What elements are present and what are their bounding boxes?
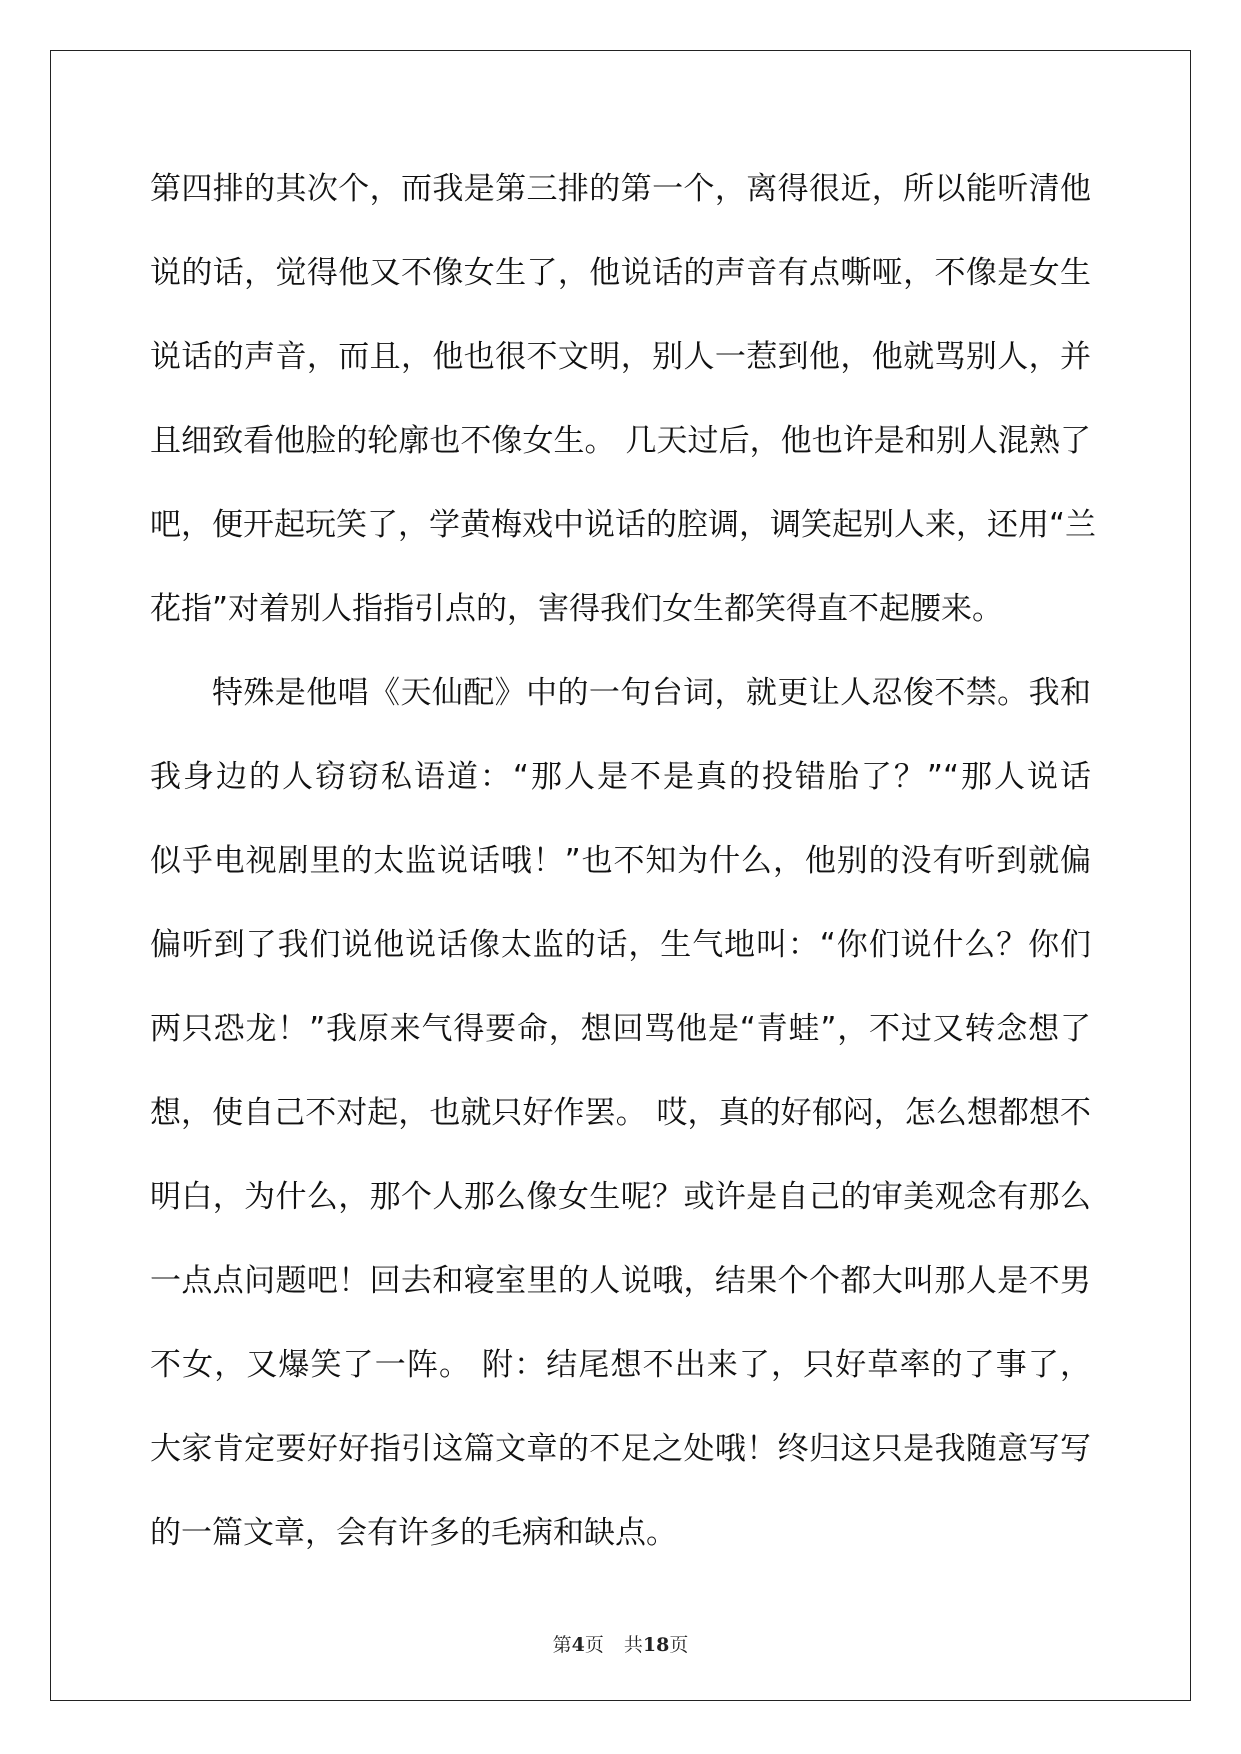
body-line-12: 想，使自己不对起，也就只好作罢。 哎，真的好郁闷，怎么想都想不 [150,1095,1091,1131]
page-prefix: 第 [552,1634,572,1656]
total-prefix: 共 [623,1634,643,1656]
body-line-10: 偏听到了我们说他说话像太监的话，生气地叫：“你们说什么？你们 [150,927,1091,963]
page-suffix: 页 [584,1634,604,1656]
body-line-5: 吧，便开起玩笑了，学黄梅戏中说话的腔调，调笑起别人来，还用“兰 [150,507,1097,543]
body-line-9: 似乎电视剧里的太监说话哦！”也不知为什么，他别的没有听到就偏 [150,843,1091,879]
page-footer [0,1630,1241,1657]
total-suffix: 页 [669,1634,689,1656]
body-line-11: 两只恐龙！”我原来气得要命，想回骂他是“青蛙”，不过又转念想了 [150,1011,1091,1047]
body-line-4: 且细致看他脸的轮廓也不像女生。 几天过后，他也许是和别人混熟了 [150,423,1091,459]
body-line-16: 大家肯定要好好指引这篇文章的不足之处哦！终归这只是我随意写写 [150,1431,1091,1467]
body-line-2: 说的话，觉得他又不像女生了，他说话的声音有点嘶哑，不像是女生 [150,255,1091,291]
body-line-13: 明白，为什么，那个人那么像女生呢？或许是自己的审美观念有那么 [150,1179,1091,1215]
document-body [150,160,1097,1588]
body-line-3: 说话的声音，而且，他也很不文明，别人一惹到他，他就骂别人，并 [150,339,1091,375]
total-pages: 18 [642,1634,670,1656]
body-line-17: 的一篇文章，会有许多的毛病和缺点。 [150,1515,677,1551]
body-line-15: 不女，又爆笑了一阵。 附：结尾想不出来了，只好草率的了事了， [150,1347,1091,1383]
body-line-8: 我身边的人窃窃私语道：“那人是不是真的投错胎了？”“那人说话 [150,759,1091,795]
page-number: 4 [571,1634,585,1656]
body-line-7: 特殊是他唱《天仙配》中的一句台词，就更让人忍俊不禁。我和 [212,675,1091,711]
body-line-1: 第四排的其次个，而我是第三排的第一个，离得很近，所以能听清他 [150,171,1091,207]
body-line-6: 花指”对着别人指指引点的，害得我们女生都笑得直不起腰来。 [150,591,1004,627]
body-line-14: 一点点问题吧！回去和寝室里的人说哦，结果个个都大叫那人是不男 [150,1263,1091,1299]
